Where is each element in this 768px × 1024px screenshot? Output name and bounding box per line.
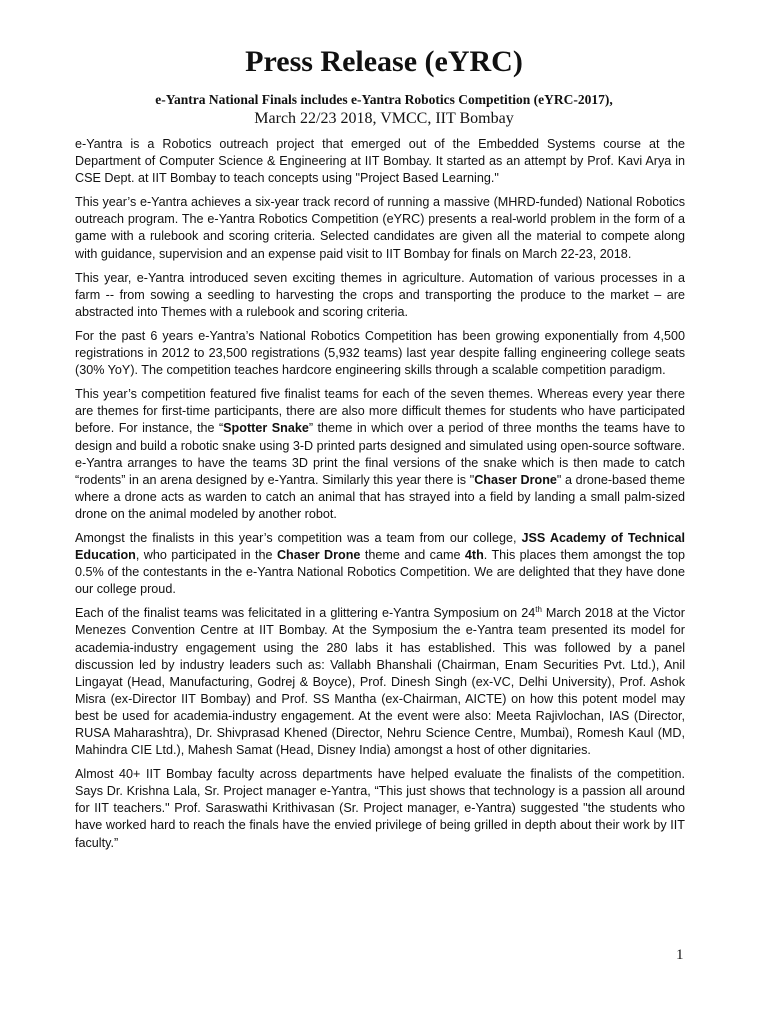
text-run: Amongst the finalists in this year’s competition was a team from our college, <box>75 530 522 545</box>
text-run: This year’s competition featured five finalist teams for each of the seven themes. Whereas every year there are themes for first-time participants, there are also more difficult themes for students who have participated before. For instance, the “ <box>75 387 685 436</box>
bold-theme-name: Chaser Drone <box>276 548 361 563</box>
press-release-body <box>75 136 685 859</box>
bold-spotter-snake: Spotter Snake <box>223 421 309 436</box>
paragraph-symposium <box>75 605 685 759</box>
text-run: . This places them amongst the top 0.5% of the contestants in the e-Yantra National Robotics Competition. We are delighted that they have done our college proud. <box>75 548 686 597</box>
text-run: theme and came <box>360 548 465 563</box>
text-run: Each of the finalist teams was felicitated in a glittering e-Yantra Symposium on 24 <box>75 606 536 621</box>
bold-rank: 4th <box>464 548 484 563</box>
paragraph-intro: e-Yantra is a Robotics outreach project that emerged out of the Embedded Systems course at the Department of Computer Science & Engineering at IIT Bombay. It started as an attempt by Prof. Kavi Arya in CSE Dept. at IIT Bombay to teach concepts using "Project Based Learning." <box>75 137 685 186</box>
paragraph-track-record: This year’s e-Yantra achieves a six-year track record of running a massive (MHRD-funded) National Robotics outreach program. The e-Yantra Robotics Competition (eYRC) presents a real-world problem in the form of a game with a rulebook and scoring criteria. Selected candidates are given all the material to compete along with guidance, supervision and an expense paid visit to IIT Bombay for finals on March 22-23, 2018. <box>75 195 685 261</box>
bold-chaser-drone: Chaser Drone <box>474 472 557 487</box>
page-number: 1 <box>676 947 684 963</box>
text-run: ” theme in which over a period of three months the teams have to design and build a robotic snake using 3-D printed parts designed and simulated using open-source software. e-Yantra arranges to have the teams 3D print the final versions of the snake which is then made to catch “rodents” in an arena designed by e-Yantra. Similarly this year there is " <box>75 421 685 487</box>
text-run: " a drone-based theme where a drone acts as warden to catch an animal that has strayed into a field by landing a small palm-sized drone on the animal modeled by another robot. <box>75 472 685 521</box>
paragraph-themes: This year, e-Yantra introduced seven exciting themes in agriculture. Automation of various processes in a farm -- from sowing a seedling to harvesting the crops and transporting the produce to the market – are abstracted into Themes with a rulebook and scoring criteria. <box>75 270 685 319</box>
ordinal-suffix: th <box>535 605 542 615</box>
paragraph-college-result <box>75 530 685 598</box>
paragraph-competition <box>75 386 685 523</box>
page-title: Press Release (eYRC) <box>245 45 523 78</box>
dateline: March 22/23 2018, VMCC, IIT Bombay <box>254 110 514 127</box>
subtitle: e-Yantra National Finals includes e-Yantra Robotics Competition (eYRC-2017), <box>155 92 613 107</box>
text-run: March 2018 at the Victor Menezes Convention Centre at IIT Bombay. At the Symposium the e-Yantra team presented its model for academia-industry engagement using the 280 labs it has established. This was followed by a panel discussion led by industry leaders such as: Vallabh Bhanshali (Chairman, Enam Securities Pvt. Ltd.), Anil Lingayat (Head, Manufacturing, Godrej & Boyce), Prof. Dinesh Singh (ex-VC, Delhi University), Prof. Ashok Misra (ex-Director IIT Bombay) and Prof. SS Mantha (ex-Chairman, AICTE) on how this potent model may best be used for academia-industry engagement. At the event were also: Meeta Rajivlochan, IAS (Director, RUSA Maharashtra), Dr. Shivprasad Khened (Director, Nehru Science Centre, Mumbai), Romesh Kaul (MD, Mahindra CIE Ltd.), Mahesh Samat (Head, Disney India) amongst a host of other dignitaries. <box>75 606 685 758</box>
paragraph-faculty: Almost 40+ IIT Bombay faculty across departments have helped evaluate the finalists of the competition. Says Dr. Krishna Lala, Sr. Project manager e-Yantra, “This just shows that technology is a passion all around for IIT teachers." Prof. Saraswathi Krithivasan (Sr. Project manager, e-Yantra) suggested "the students who have worked hard to reach the finals have the envied privilege of being grilled in depth about their work by IIT faculty.” <box>75 767 685 850</box>
paragraph-growth: For the past 6 years e-Yantra’s National Robotics Competition has been growing exponentially from 4,500 registrations in 2012 to 23,500 registrations (5,932 teams) last year despite falling engineering college seats (30% YoY). The competition teaches hardcore engineering skills through a scalable competition paradigm. <box>75 328 685 378</box>
text-run: , who participated in the <box>135 548 277 563</box>
bold-college-name: JSS Academy of Technical Education <box>75 530 685 563</box>
